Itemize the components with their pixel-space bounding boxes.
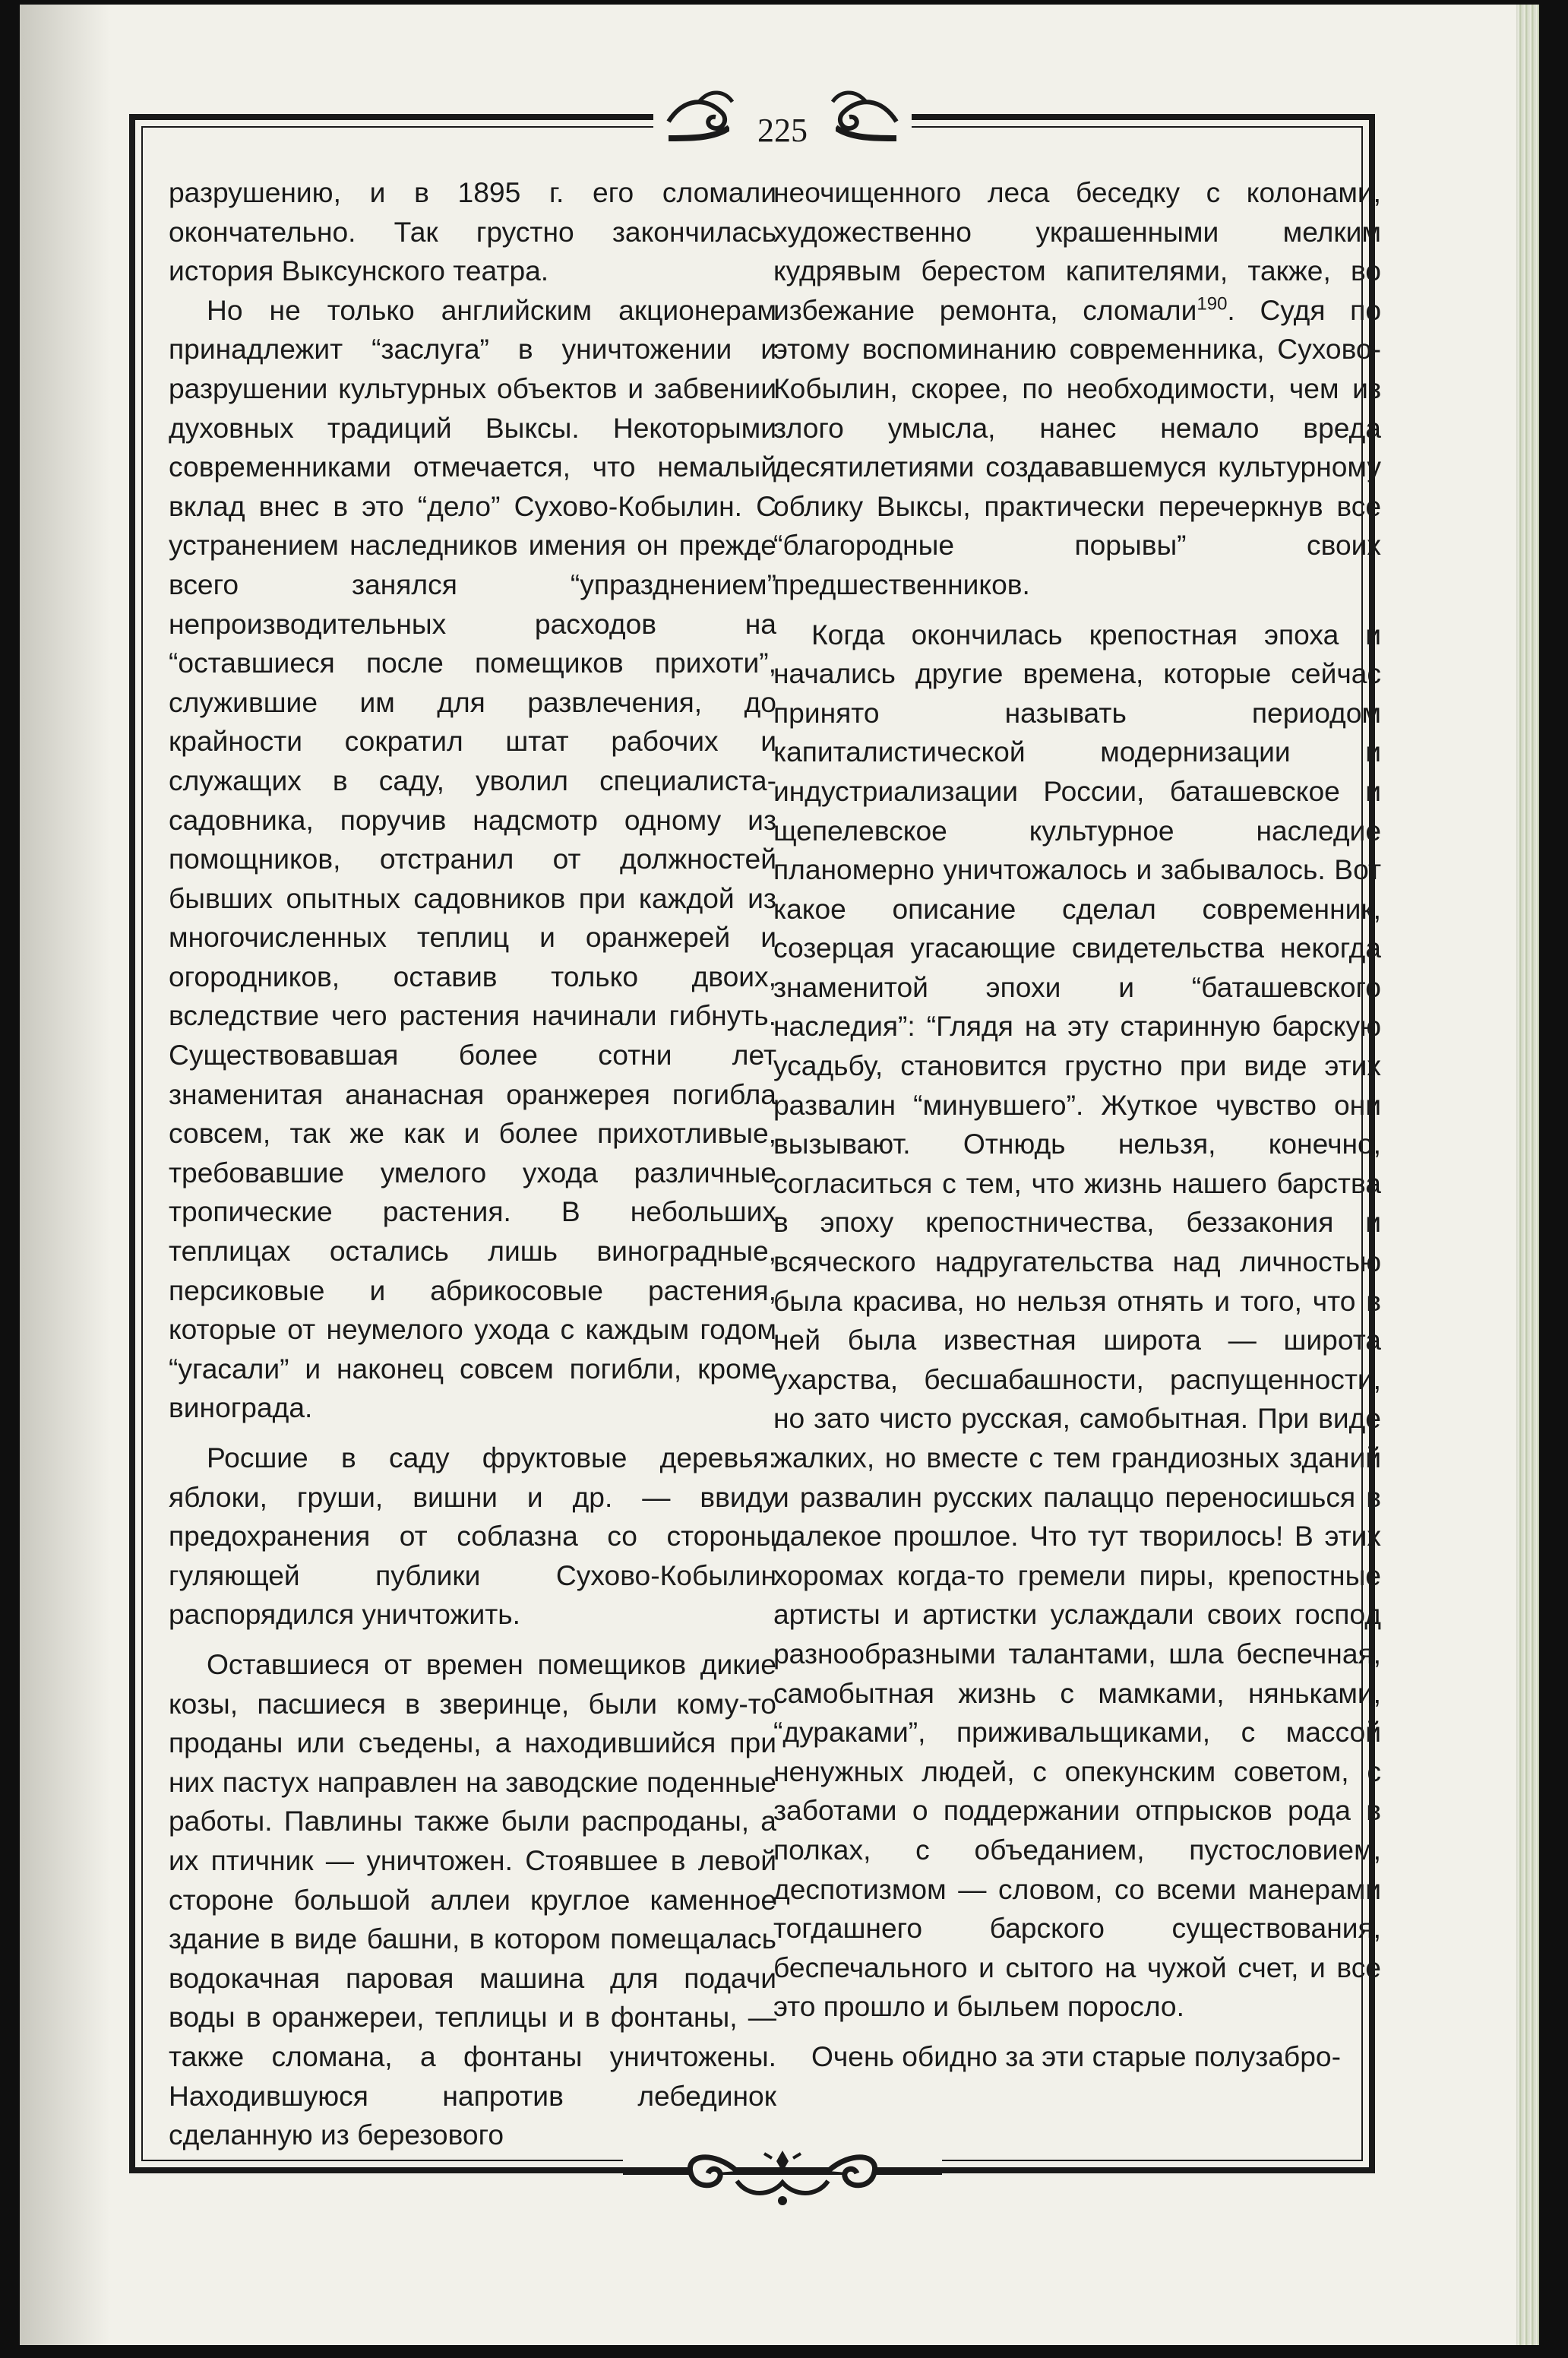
paragraph: Но не только английским акционерам принадлежит “заслуга” в уничтожении и разрушении культурных объектов и забвении духовных традиций Выксы. Некоторыми современниками отмечается, что немалый вклад внес в это “дело” Сухово-Кобылин. С устранением наследников имения он прежде всего занялся “упразднением” непроизводительных расходов на “оставшиеся после помещиков прихоти”, служившие им для развлечения, до крайности сократил штат рабочих и служащих в саду, уволил специалиста-садовника, поручив надсмотр одному из помощников, отстранил от должностей бывших опытных садовников при каждой из многочисленных теплиц и оранжерей и огородников, оставив только двоих, вследствие чего растения начинали гибнуть. Существовавшая более сотни лет знаменитая ананасная оранжерея погибла совсем, так же как и более прихотливые, требовавшие умелого ухода различные тропические растения. В небольших теплицах остались лишь виноградные, персиковые и абрикосовые растения, которые от неумелого ухода с каждым годом “угасали” и наконец совсем погибли, кроме винограда. <box>169 293 776 1424</box>
paragraph: разрушению, и в 1895 г. его сломали окончательно. Так грустно закончилась история Выксунского театра. <box>169 176 776 287</box>
paragraph: Оставшиеся от времен помещиков дикие козы, пасшиеся в зверинце, были кому-то проданы или съедены, а находившийся при них пастух направлен на заводские поденные работы. Павлины также были распроданы, а их птичник — уничтожен. Стоявшее в левой стороне большой аллеи круглое каменное здание в виде башни, в котором помещалась водокачная паровая машина для подачи воды в оранжереи, теплицы и в фонтаны, — также сломана, а фонтаны уничтожены. Находившуюся напротив лебединок сделанную из березового <box>169 1647 776 2151</box>
left-text-column <box>169 173 776 2155</box>
page-gutter-shadow <box>20 5 111 2345</box>
right-text-column <box>773 173 1381 2077</box>
page-number: 225 <box>729 106 836 155</box>
paragraph-text: . Судя по этому воспоминанию современника, Сухово-Кобылин, скорее, по необходимости, чем из злого умысла, нанес немало вреда десятилетиями создававшемуся культурному облику Выксы, практически перечеркнув все “благородные порывы” своих предшественников. <box>773 293 1381 600</box>
footnote-reference: 190 <box>1197 293 1228 315</box>
paragraph-text: неочищенного леса беседку с колонами, художественно украшенными мелким кудрявым берестом капителями, также, во избежание ремонта, сломали <box>773 176 1381 326</box>
paragraph: Росшие в саду фруктовые деревья: яблоки, груши, вишни и др. — ввиду предохранения от соблазна со стороны гуляющей публики Сухово-Кобылин распорядился уничтожить. <box>169 1442 776 1631</box>
page-edge-stack <box>1516 5 1539 2345</box>
paragraph: Очень обидно за эти старые полузабро- <box>811 2040 1341 2072</box>
paragraph <box>773 173 1381 605</box>
paragraph: Когда окончилась крепостная эпоха и начались другие времена, которые сейчас принято называть периодом капиталистической модернизации и индустриализации России, баташевское и щепелевское культурное наследие планомерно уничтожалось и забывалось. Вот какое описание сделал современник, созерцая угасающие свидетельства некогда знаменитой эпохи и “баташевского наследия”: “Глядя на эту старинную барскую усадьбу, становится грустно при виде этих развалин “минувшего”. Жуткое чувство они вызывают. Отнюдь нельзя, конечно, согласиться с тем, что жизнь нашего барства в эпоху крепостничества, беззакония и всяческого надругательства над личностью была красива, но нельзя отнять и того, что в ней была известная широта — широта ухарства, бесшабашности, распущенности, но зато чисто русская, самобытная. При виде жалких, но вместе с тем грандиозных зданий и развалин русских палаццо переносишься в далекое прошлое. Что тут творилось! В этих хоромах когда-то гремели пиры, крепостные артисты и артистки услаждали своих господ разнообразными талантами, шла беспечная, самобытная жизнь с мамками, няньками, “дураками”, приживальщиками, с массой ненужных людей, с опекунским советом, с заботами о поддержании отпрысков рода в полках, с объеданием, пустословием, деспотизмом — словом, со всеми манерами тогдашнего барского существования, беспечального и сытого на чужой счет, и все это прошло и быльем поросло. <box>773 618 1381 2023</box>
